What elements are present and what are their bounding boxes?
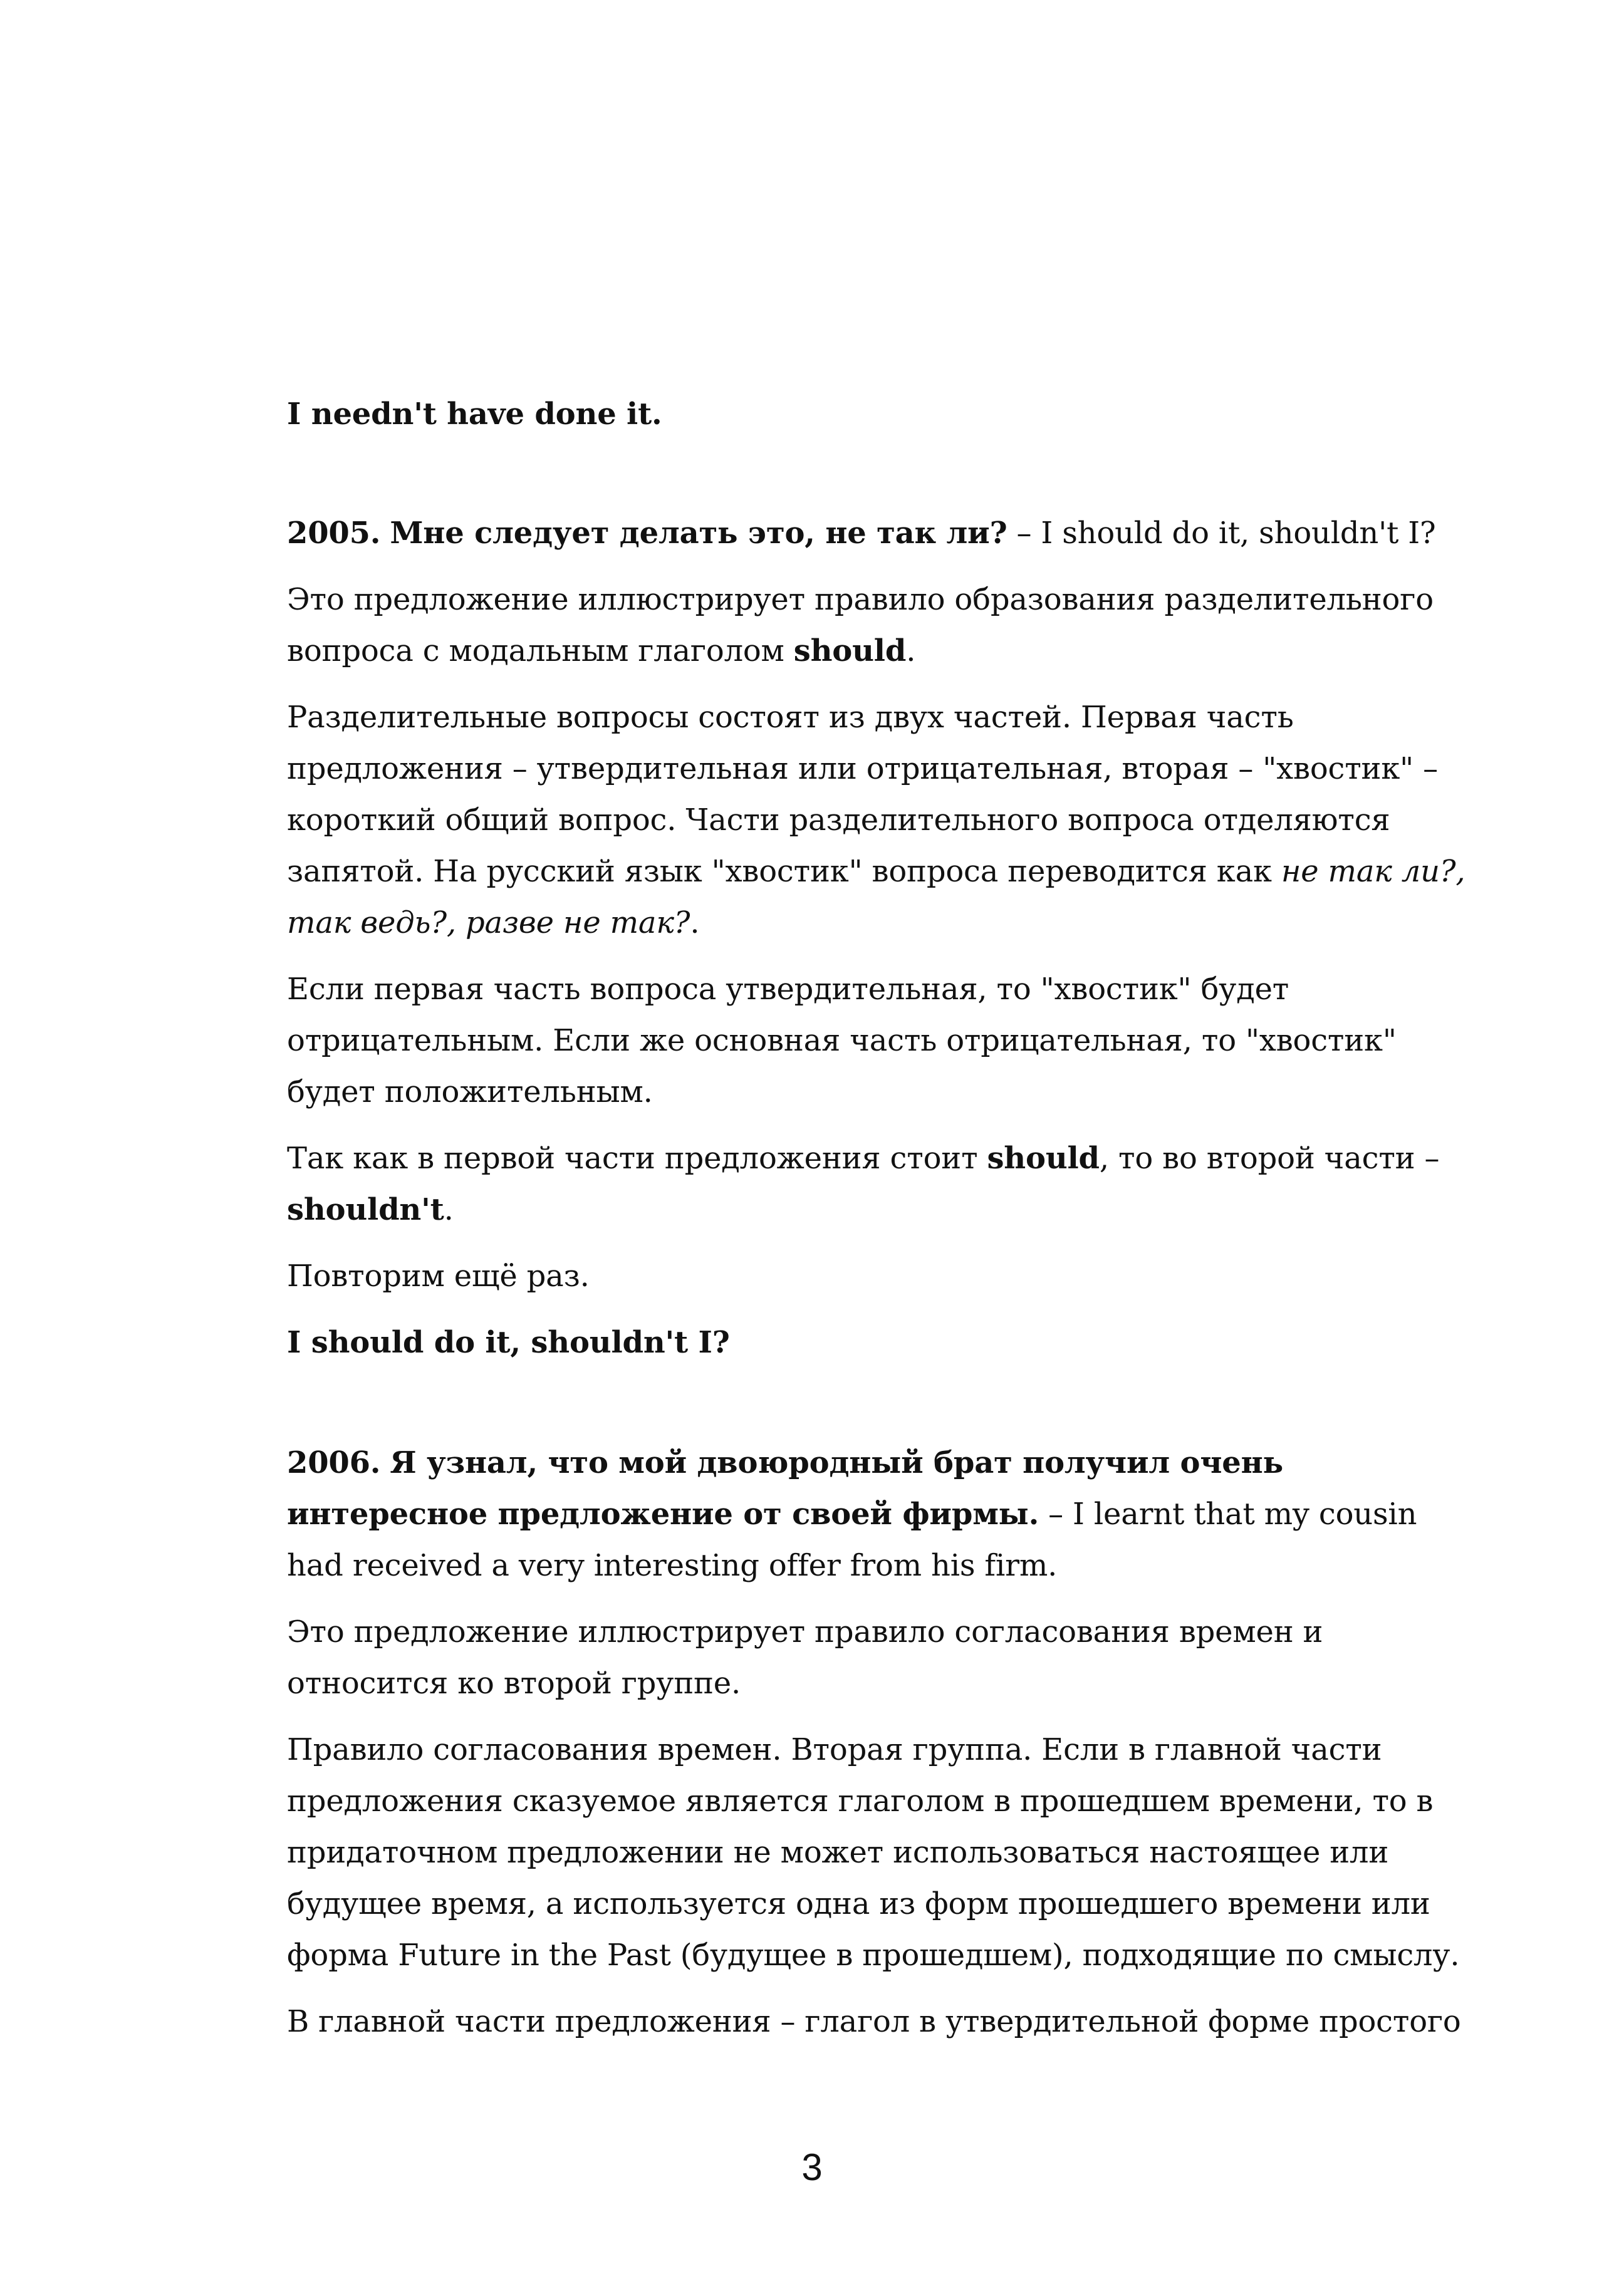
entry-2005-dash: – [1007, 516, 1041, 551]
entry-2005-p4-bold-b: shouldn't [287, 1192, 444, 1227]
entry-2005-p1-bold: should [793, 633, 907, 668]
entry-2006-paragraph-2: Правило согласования времен. Вторая группа. Если в главной части предложения сказуемое является глаголом в прошедшем времени, то в придаточном предложении не может использоваться настоящее или будущее время, а используется одна из форм прошедшего времени или форма Future in the Past (будущее в прошедшем), подходящие по смыслу. [287, 1732, 1460, 1973]
entry-2006-paragraph-3: В главной части предложения – глагол в утвердительной форме простого [287, 2004, 1461, 2039]
entry-2005-paragraph-3: Если первая часть вопроса утвердительная, то "хвостик" будет отрицательным. Если же основная часть отрицательная, то "хвостик" будет положительным. [287, 972, 1397, 1109]
entry-2005-p1-end: . [906, 633, 916, 668]
entry-2005-p2-text: Разделительные вопросы состоят из двух частей. Первая часть предложения – утвердительная или отрицательная, вторая – "хвостик" – короткий общий вопрос. Части разделительного вопроса отделяются запятой. На русский язык "хвостик" вопроса переводится как [287, 700, 1438, 889]
entry-2005-paragraph-1 [287, 574, 1477, 677]
entry-2006-number: 2006. [287, 1445, 381, 1480]
entry-2005-p4-end: . [444, 1192, 454, 1227]
entry-2005-question: Мне следует делать это, не так ли? [390, 516, 1007, 551]
entry-2006-answer: I learnt that my cousin had received a very interesting offer from his firm. [287, 1497, 1417, 1583]
entry-2005-p4-text-a: Так как в первой части предложения стоит [287, 1141, 987, 1176]
entry-2005-answer: I should do it, shouldn't I? [1041, 516, 1436, 551]
entry-2005-number: 2005. [287, 516, 381, 551]
entry-2005-paragraph-2 [287, 692, 1477, 948]
page-body [287, 388, 1477, 2047]
entry-2005-p4-bold-a: should [987, 1141, 1100, 1176]
entry-2006-question: Я узнал, что мой двоюродный брат получил очень интересное предложение от своей фирмы. [287, 1445, 1283, 1532]
entry-2005-p1-text: Это предложение иллюстрирует правило образования разделительного вопроса с модальным глаголом [287, 582, 1434, 668]
page-number: 3 [801, 2146, 823, 2188]
entry-2005-p4-text-b: , то во второй части – [1099, 1141, 1440, 1176]
entry-2006-paragraph-1: Это предложение иллюстрирует правило согласования времен и относится ко второй группе. [287, 1614, 1323, 1701]
entry-2005-paragraph-4 [287, 1133, 1477, 1235]
entry-2005-p2-end: . [690, 905, 700, 940]
entry-2005-paragraph-6: I should do it, shouldn't I? [287, 1325, 730, 1360]
entry-2005-paragraph-5: Повторим ещё раз. [287, 1259, 590, 1294]
previous-answer: I needn't have done it. [287, 397, 662, 432]
entry-2005-p2-italic: не так ли?, так ведь?, разве не так? [287, 854, 1465, 940]
entry-2006-dash: – [1039, 1497, 1073, 1532]
entry-2006-heading [287, 1437, 1477, 1591]
entry-2005-heading [287, 507, 1477, 559]
